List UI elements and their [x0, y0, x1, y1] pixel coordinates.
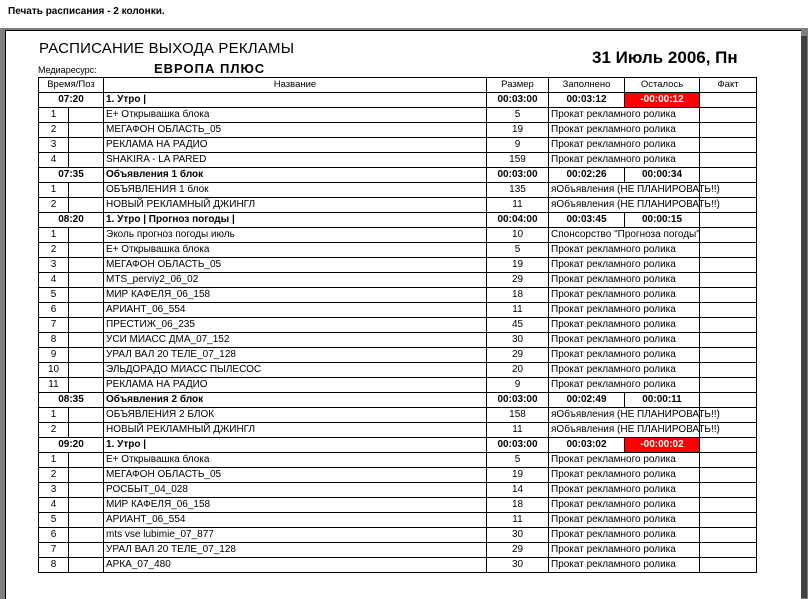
- item-empty: [69, 528, 104, 543]
- item-empty: [69, 378, 104, 393]
- page-shadow: [801, 36, 807, 598]
- item-fact: [700, 558, 757, 573]
- item-name: УСИ МИАСС ДМА_07_152: [104, 333, 487, 348]
- table-row: [39, 138, 757, 153]
- item-pos: 2: [39, 198, 69, 213]
- item-size: 159: [487, 153, 549, 168]
- item-empty: [69, 483, 104, 498]
- item-size: 30: [487, 333, 549, 348]
- table-row: [39, 483, 757, 498]
- item-pos: 8: [39, 558, 69, 573]
- item-pos: 2: [39, 468, 69, 483]
- document-title: РАСПИСАНИЕ ВЫХОДА РЕКЛАМЫ: [39, 40, 295, 57]
- table-row: [39, 243, 757, 258]
- block-name: 1. Утро | Прогноз погоды |: [104, 213, 487, 228]
- table-row: [39, 498, 757, 513]
- item-pos: 3: [39, 258, 69, 273]
- item-pos: 1: [39, 183, 69, 198]
- item-empty: [69, 303, 104, 318]
- item-size: 18: [487, 288, 549, 303]
- item-empty: [69, 543, 104, 558]
- item-name: АРИАНТ_06_554: [104, 513, 487, 528]
- item-type: Прокат рекламного ролика: [549, 243, 700, 258]
- item-fact: [700, 543, 757, 558]
- item-type: Прокат рекламного ролика: [549, 363, 700, 378]
- item-size: 45: [487, 318, 549, 333]
- item-name: Эколь прогноз погоды июль: [104, 228, 487, 243]
- item-pos: 6: [39, 303, 69, 318]
- block-name: 1. Утро |: [104, 93, 487, 108]
- item-fact: [700, 468, 757, 483]
- item-type: Прокат рекламного ролика: [549, 543, 700, 558]
- block-fact: [700, 168, 757, 183]
- item-size: 10: [487, 228, 549, 243]
- table-row: [39, 453, 757, 468]
- item-pos: 1: [39, 408, 69, 423]
- item-size: 158: [487, 408, 549, 423]
- item-empty: [69, 558, 104, 573]
- block-time: 09:20: [39, 438, 104, 453]
- item-pos: 7: [39, 318, 69, 333]
- item-type: Прокат рекламного ролика: [549, 513, 700, 528]
- item-name: МИР КАФЕЛЯ_06_158: [104, 288, 487, 303]
- block-size: 00:03:00: [487, 168, 549, 183]
- item-pos: 9: [39, 348, 69, 363]
- item-type: Прокат рекламного ролика: [549, 318, 700, 333]
- item-fact: [700, 363, 757, 378]
- item-fact: [700, 528, 757, 543]
- item-size: 14: [487, 483, 549, 498]
- item-empty: [69, 318, 104, 333]
- item-fact: [700, 513, 757, 528]
- item-type: Прокат рекламного ролика: [549, 453, 700, 468]
- item-size: 9: [487, 378, 549, 393]
- block-fact: [700, 213, 757, 228]
- item-size: 30: [487, 558, 549, 573]
- schedule-date: 31 Июль 2006, Пн: [592, 48, 738, 67]
- item-fact: [700, 333, 757, 348]
- item-empty: [69, 153, 104, 168]
- item-pos: 1: [39, 228, 69, 243]
- item-pos: 2: [39, 123, 69, 138]
- item-pos: 7: [39, 543, 69, 558]
- item-pos: 5: [39, 288, 69, 303]
- item-fact: [700, 303, 757, 318]
- block-size: 00:03:00: [487, 93, 549, 108]
- item-name: SHAKIRA - LA PARED: [104, 153, 487, 168]
- item-type: яОбъявления (НЕ ПЛАНИРОВАТЬ!!): [549, 183, 700, 198]
- header-name: Название: [104, 78, 487, 93]
- item-name: УРАЛ ВАЛ 20 ТЕЛЕ_07_128: [104, 348, 487, 363]
- header-left: Осталось: [625, 78, 700, 93]
- block-name: 1. Утро |: [104, 438, 487, 453]
- item-pos: 8: [39, 333, 69, 348]
- item-name: МЕГАФОН ОБЛАСТЬ_05: [104, 468, 487, 483]
- header-size: Размер: [487, 78, 549, 93]
- item-fact: [700, 258, 757, 273]
- item-size: 19: [487, 258, 549, 273]
- item-pos: 6: [39, 528, 69, 543]
- item-type: Прокат рекламного ролика: [549, 498, 700, 513]
- item-empty: [69, 408, 104, 423]
- block-row: [39, 438, 757, 453]
- item-fact: [700, 228, 757, 243]
- item-type: Прокат рекламного ролика: [549, 138, 700, 153]
- item-type: яОбъявления (НЕ ПЛАНИРОВАТЬ!!): [549, 198, 700, 213]
- table-row: [39, 468, 757, 483]
- item-empty: [69, 243, 104, 258]
- table-row: [39, 348, 757, 363]
- block-fact: [700, 93, 757, 108]
- block-time: 08:20: [39, 213, 104, 228]
- table-header-row: [39, 78, 757, 93]
- block-time: 07:20: [39, 93, 104, 108]
- header-fact: Факт: [700, 78, 757, 93]
- item-type: Спонсорство "Прогноза погоды": [549, 228, 700, 243]
- block-filled: 00:03:12: [549, 93, 625, 108]
- item-type: яОбъявления (НЕ ПЛАНИРОВАТЬ!!): [549, 408, 700, 423]
- item-type: Прокат рекламного ролика: [549, 378, 700, 393]
- item-empty: [69, 288, 104, 303]
- item-empty: [69, 228, 104, 243]
- table-row: [39, 153, 757, 168]
- item-size: 9: [487, 138, 549, 153]
- item-pos: 3: [39, 483, 69, 498]
- media-resource-value: ЕВРОПА ПЛЮС: [154, 61, 266, 76]
- block-size: 00:04:00: [487, 213, 549, 228]
- block-fact: [700, 393, 757, 408]
- item-pos: 3: [39, 138, 69, 153]
- item-fact: [700, 153, 757, 168]
- media-resource-label: Медиаресурс:: [38, 65, 97, 75]
- table-row: [39, 303, 757, 318]
- table-row: [39, 273, 757, 288]
- item-size: 135: [487, 183, 549, 198]
- item-size: 20: [487, 363, 549, 378]
- item-fact: [700, 243, 757, 258]
- item-name: Е+ Открывашка блока: [104, 243, 487, 258]
- item-name: МЕГАФОН ОБЛАСТЬ_05: [104, 123, 487, 138]
- item-fact: [700, 453, 757, 468]
- block-remaining: 00:00:34: [625, 168, 700, 183]
- block-filled: 00:03:02: [549, 438, 625, 453]
- item-size: 30: [487, 528, 549, 543]
- block-row: [39, 393, 757, 408]
- table-row: [39, 228, 757, 243]
- table-row: [39, 513, 757, 528]
- table-row: [39, 288, 757, 303]
- item-size: 19: [487, 123, 549, 138]
- header-filled: Заполнено: [549, 78, 625, 93]
- item-empty: [69, 258, 104, 273]
- item-pos: 10: [39, 363, 69, 378]
- item-type: Прокат рекламного ролика: [549, 108, 700, 123]
- item-fact: [700, 498, 757, 513]
- item-empty: [69, 423, 104, 438]
- schedule-table: [38, 77, 757, 573]
- item-type: Прокат рекламного ролика: [549, 303, 700, 318]
- item-type: Прокат рекламного ролика: [549, 333, 700, 348]
- table-row: [39, 123, 757, 138]
- item-name: УРАЛ ВАЛ 20 ТЕЛЕ_07_128: [104, 543, 487, 558]
- item-type: Прокат рекламного ролика: [549, 273, 700, 288]
- item-name: ЭЛЬДОРАДО МИАСС ПЫЛЕСОС: [104, 363, 487, 378]
- table-row: [39, 333, 757, 348]
- item-pos: 2: [39, 423, 69, 438]
- item-fact: [700, 273, 757, 288]
- item-fact: [700, 288, 757, 303]
- item-size: 5: [487, 453, 549, 468]
- item-type: Прокат рекламного ролика: [549, 468, 700, 483]
- item-size: 29: [487, 543, 549, 558]
- block-time: 07:35: [39, 168, 104, 183]
- item-name: mts vse lubimie_07_877: [104, 528, 487, 543]
- item-empty: [69, 468, 104, 483]
- table-row: [39, 543, 757, 558]
- table-row: [39, 423, 757, 438]
- item-size: 5: [487, 108, 549, 123]
- table-row: [39, 108, 757, 123]
- block-row: [39, 168, 757, 183]
- item-empty: [69, 363, 104, 378]
- item-pos: 4: [39, 498, 69, 513]
- item-empty: [69, 453, 104, 468]
- block-name: Объявления 1 блок: [104, 168, 487, 183]
- item-empty: [69, 348, 104, 363]
- item-type: яОбъявления (НЕ ПЛАНИРОВАТЬ!!): [549, 423, 700, 438]
- block-filled: 00:02:49: [549, 393, 625, 408]
- table-row: [39, 558, 757, 573]
- item-empty: [69, 198, 104, 213]
- item-empty: [69, 108, 104, 123]
- item-size: 11: [487, 198, 549, 213]
- item-name: МИР КАФЕЛЯ_06_158: [104, 498, 487, 513]
- block-name: Объявления 2 блок: [104, 393, 487, 408]
- header-time-pos: Время/Поз: [39, 78, 104, 93]
- table-row: [39, 363, 757, 378]
- block-filled: 00:03:45: [549, 213, 625, 228]
- item-name: МЕГАФОН ОБЛАСТЬ_05: [104, 258, 487, 273]
- window-title: Печать расписания - 2 колонки.: [8, 6, 165, 17]
- table-row: [39, 183, 757, 198]
- item-empty: [69, 273, 104, 288]
- item-name: ПРЕСТИЖ_06_235: [104, 318, 487, 333]
- item-name: РОСБЫТ_04_028: [104, 483, 487, 498]
- item-fact: [700, 318, 757, 333]
- block-size: 00:03:00: [487, 393, 549, 408]
- item-size: 19: [487, 468, 549, 483]
- item-pos: 1: [39, 108, 69, 123]
- item-name: НОВЫЙ РЕКЛАМНЫЙ ДЖИНГЛ: [104, 198, 487, 213]
- item-empty: [69, 183, 104, 198]
- item-name: НОВЫЙ РЕКЛАМНЫЙ ДЖИНГЛ: [104, 423, 487, 438]
- block-filled: 00:02:26: [549, 168, 625, 183]
- item-name: Е+ Открывашка блока: [104, 453, 487, 468]
- block-fact: [700, 438, 757, 453]
- item-size: 5: [487, 243, 549, 258]
- item-pos: 11: [39, 378, 69, 393]
- table-row: [39, 378, 757, 393]
- table-row: [39, 198, 757, 213]
- block-remaining: -00:00:02: [625, 438, 700, 453]
- item-empty: [69, 513, 104, 528]
- item-type: Прокат рекламного ролика: [549, 288, 700, 303]
- item-fact: [700, 378, 757, 393]
- item-type: Прокат рекламного ролика: [549, 348, 700, 363]
- item-size: 11: [487, 423, 549, 438]
- item-type: Прокат рекламного ролика: [549, 528, 700, 543]
- item-name: MTS_perviy2_06_02: [104, 273, 487, 288]
- table-row: [39, 408, 757, 423]
- item-fact: [700, 108, 757, 123]
- item-empty: [69, 123, 104, 138]
- item-name: ОБЪЯВЛЕНИЯ 2 БЛОК: [104, 408, 487, 423]
- item-name: АРИАНТ_06_554: [104, 303, 487, 318]
- schedule-body: [39, 93, 757, 573]
- item-pos: 1: [39, 453, 69, 468]
- item-fact: [700, 483, 757, 498]
- block-remaining: 00:00:15: [625, 213, 700, 228]
- item-empty: [69, 498, 104, 513]
- item-size: 29: [487, 273, 549, 288]
- item-pos: 4: [39, 273, 69, 288]
- block-time: 08:35: [39, 393, 104, 408]
- item-type: Прокат рекламного ролика: [549, 258, 700, 273]
- item-empty: [69, 333, 104, 348]
- table-row: [39, 258, 757, 273]
- item-type: Прокат рекламного ролика: [549, 123, 700, 138]
- item-type: Прокат рекламного ролика: [549, 483, 700, 498]
- table-row: [39, 318, 757, 333]
- block-remaining: 00:00:11: [625, 393, 700, 408]
- table-row: [39, 528, 757, 543]
- block-remaining: -00:00:12: [625, 93, 700, 108]
- block-row: [39, 213, 757, 228]
- item-fact: [700, 138, 757, 153]
- item-size: 11: [487, 303, 549, 318]
- item-pos: 4: [39, 153, 69, 168]
- item-type: Прокат рекламного ролика: [549, 153, 700, 168]
- item-empty: [69, 138, 104, 153]
- item-fact: [700, 123, 757, 138]
- item-size: 18: [487, 498, 549, 513]
- item-pos: 5: [39, 513, 69, 528]
- item-pos: 2: [39, 243, 69, 258]
- item-type: Прокат рекламного ролика: [549, 558, 700, 573]
- item-size: 11: [487, 513, 549, 528]
- item-name: РЕКЛАМА НА РАДИО: [104, 138, 487, 153]
- item-name: ОБЪЯВЛЕНИЯ 1 блок: [104, 183, 487, 198]
- window-titlebar: [0, 0, 808, 28]
- block-row: [39, 93, 757, 108]
- item-fact: [700, 348, 757, 363]
- item-name: Е+ Открывашка блока: [104, 108, 487, 123]
- item-name: РЕКЛАМА НА РАДИО: [104, 378, 487, 393]
- item-size: 29: [487, 348, 549, 363]
- block-size: 00:03:00: [487, 438, 549, 453]
- item-name: АРКА_07_480: [104, 558, 487, 573]
